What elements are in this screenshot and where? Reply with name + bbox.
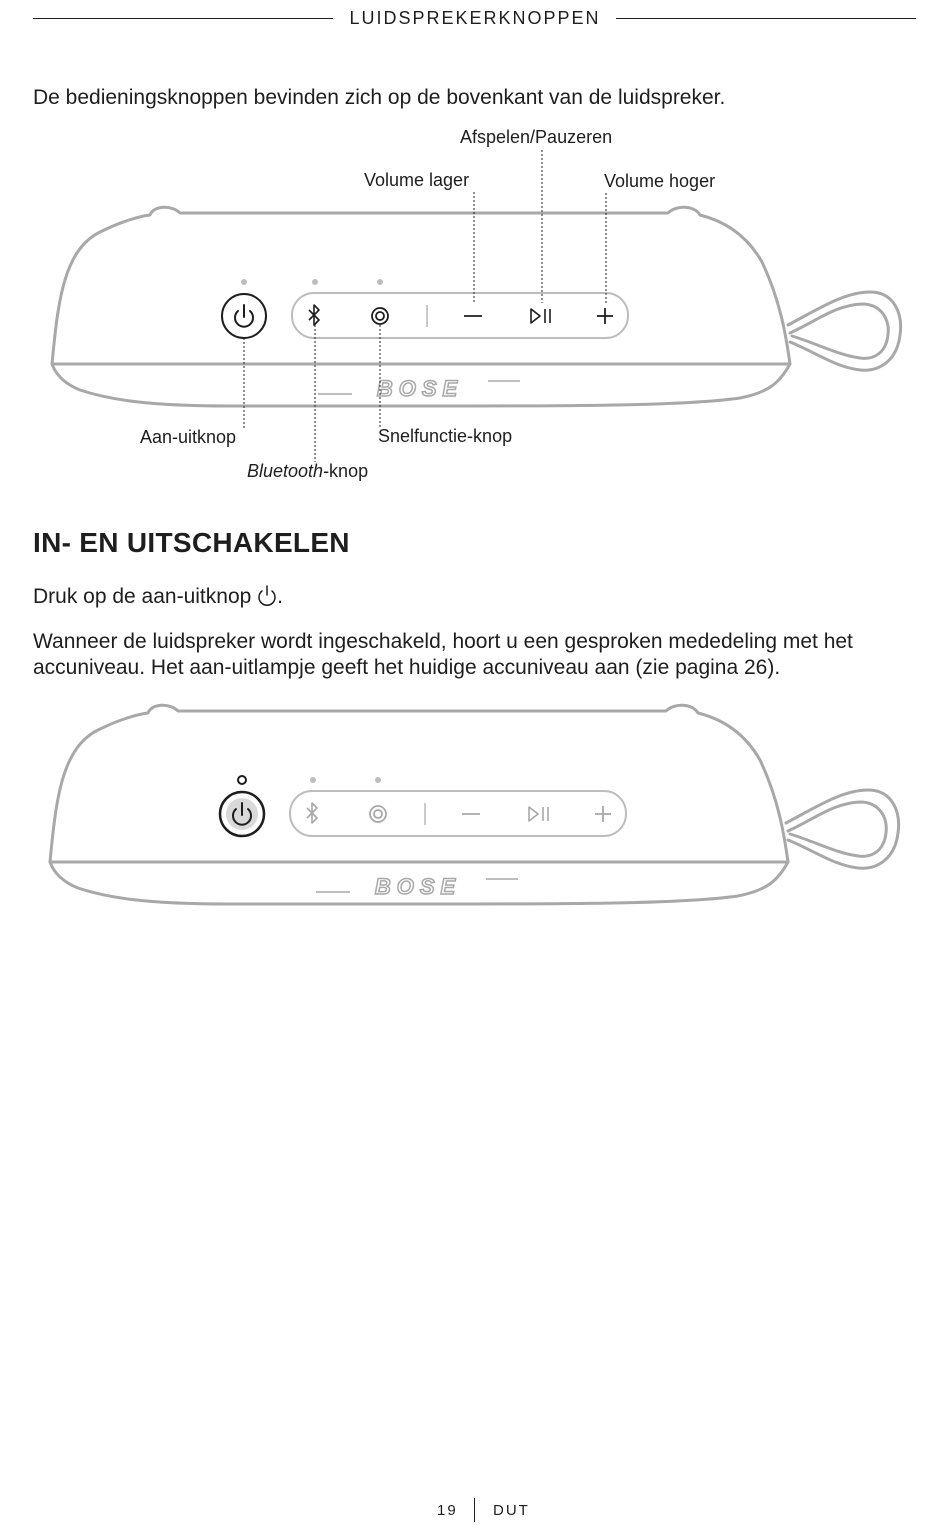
label-bluetooth-italic: Bluetooth bbox=[247, 461, 324, 481]
language-code: DUT bbox=[493, 1502, 530, 1519]
footer-separator bbox=[474, 1498, 475, 1522]
bluetooth-led-dot bbox=[310, 777, 316, 783]
label-bluetooth bbox=[247, 461, 368, 482]
intro-text: De bedieningsknoppen bevinden zich op de bovenkant van de luidspreker. bbox=[33, 86, 726, 109]
speaker-body-outline bbox=[52, 207, 790, 364]
label-volume-down: Volume lager bbox=[364, 170, 470, 190]
step-end: . bbox=[277, 585, 283, 608]
control-pill bbox=[292, 293, 628, 338]
speaker-strap bbox=[788, 292, 901, 370]
shortcut-led-dot bbox=[375, 777, 381, 783]
power-icon bbox=[257, 584, 277, 606]
speaker-controls-diagram bbox=[0, 0, 950, 500]
page-header-title: LUIDSPREKERKNOPPEN bbox=[349, 8, 601, 28]
label-bluetooth-suffix: -knop bbox=[323, 461, 369, 481]
power-led-dot bbox=[241, 279, 247, 285]
label-shortcut: Snelfunctie-knop bbox=[378, 426, 513, 446]
description-text: Wanneer de luidspreker wordt ingeschakeld, hoort u een gesproken mededeling met het accuniveau. Het aan-uitlampje geeft het huidige accuniveau aan (zie pagina 26). bbox=[33, 630, 853, 679]
speaker-body-outline bbox=[50, 705, 788, 862]
bose-logo-text: BOSE bbox=[374, 874, 462, 899]
label-volume-up: Volume hoger bbox=[604, 171, 716, 191]
power-led-indicator bbox=[238, 776, 246, 784]
page-number: 19 bbox=[437, 1502, 458, 1519]
shortcut-led-dot bbox=[377, 279, 383, 285]
step-paragraph bbox=[33, 584, 913, 610]
section-heading: IN- EN UITSCHAKELEN bbox=[33, 527, 350, 558]
speaker-power-diagram bbox=[0, 700, 950, 920]
label-power: Aan-uitknop bbox=[140, 427, 237, 447]
bluetooth-led-dot bbox=[312, 279, 318, 285]
control-pill bbox=[290, 791, 626, 836]
bose-logo-text: BOSE bbox=[376, 376, 464, 401]
label-play-pause: Afspelen/Pauzeren bbox=[460, 127, 613, 147]
step-text: Druk op de aan-uitknop bbox=[33, 585, 252, 608]
speaker-strap bbox=[786, 790, 899, 868]
